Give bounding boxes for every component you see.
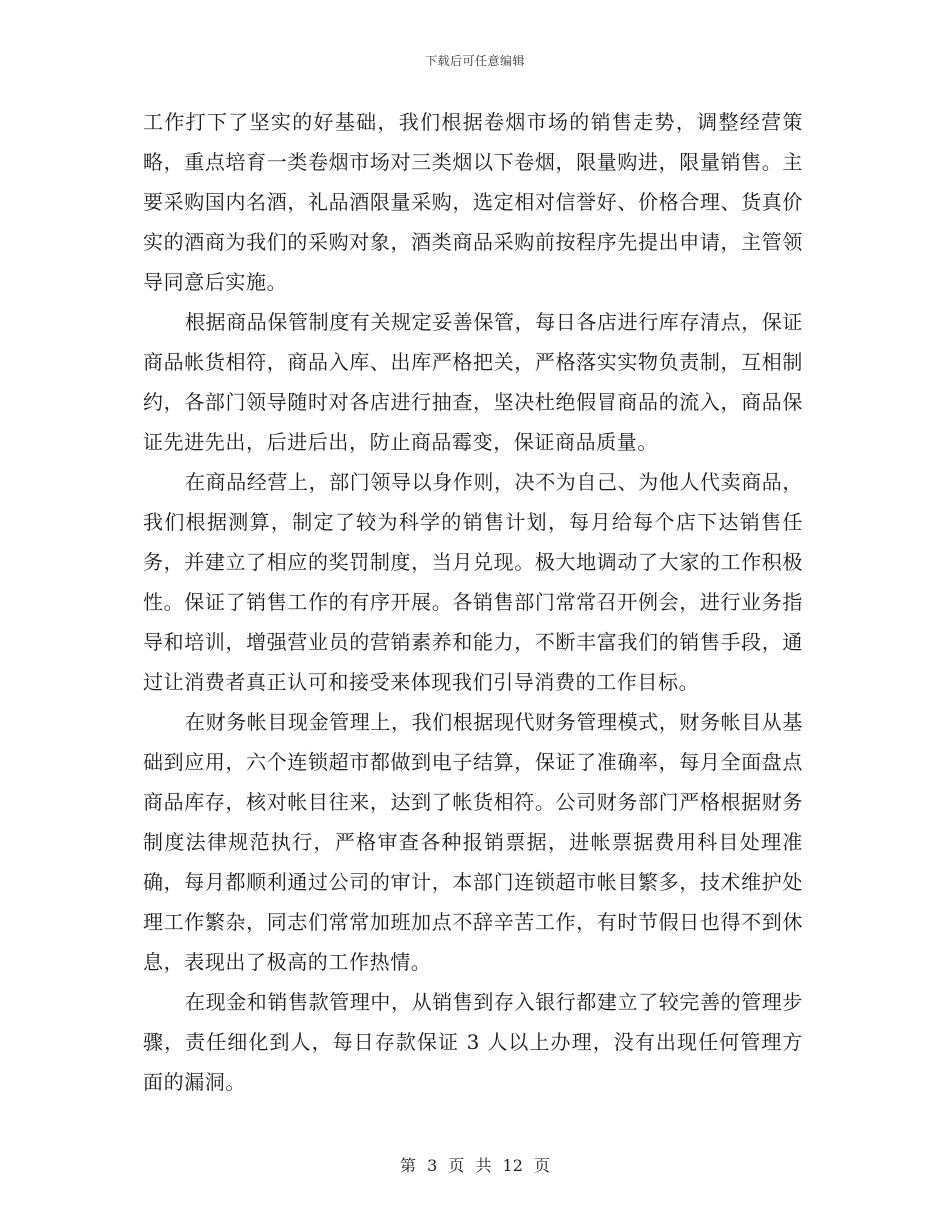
page-number: 第 3 页 共 12 页 <box>400 1156 550 1175</box>
paragraph-continuation: 工作打下了坚实的好基础，我们根据卷烟市场的销售走势，调整经营策略，重点培育一类卷烟市场对三类烟以下卷烟，限量购进，限量销售。主要采购国内名酒，礼品酒限量采购，选定相对信誉好、价格合理、货真价实的酒商为我们的采购对象，酒类商品采购前按程序先提出申请，主管领导同意后实施。 <box>143 110 803 294</box>
document-body <box>143 102 803 1102</box>
paragraph-finance: 在财务帐目现金管理上，我们根据现代财务管理模式，财务帐目从基础到应用，六个连锁超市都做到电子结算，保证了准确率，每月全面盘点商品库存，核对帐目往来，达到了帐货相符。公司财务部门严格根据财务制度法律规范执行，严格审查各种报销票据，进帐票据费用科目处理准确，每月都顺利通过公司的审计，本部门连锁超市帐目繁多，技术维护处理工作繁杂，同志们常常加班加点不辞辛苦工作，有时节假日也得不到休息，表现出了极高的工作热情。 <box>143 710 803 974</box>
paragraph-storage: 根据商品保管制度有关规定妥善保管，每日各店进行库存清点，保证商品帐货相符，商品入库、出库严格把关，严格落实实物负责制，互相制约，各部门领导随时对各店进行抽查，坚决杜绝假冒商品的流入，商品保证先进先出，后进后出，防止商品霉变，保证商品质量。 <box>143 310 803 454</box>
paragraph-cash: 在现金和销售款管理中，从销售到存入银行都建立了较完善的管理步骤，责任细化到人，每日存款保证 3 人以上办理，没有出现任何管理方面的漏洞。 <box>143 990 803 1094</box>
page-header: 下载后可任意编辑 <box>424 54 525 68</box>
paragraph-operations: 在商品经营上，部门领导以身作则，决不为自己、为他人代卖商品，我们根据测算，制定了较为科学的销售计划，每月给每个店下达销售任务，并建立了相应的奖罚制度，当月兑现。极大地调动了大家的工作积极性。保证了销售工作的有序开展。各销售部门常常召开例会，进行业务指导和培训，增强营业员的营销素养和能力，不断丰富我们的销售手段，通过让消费者真正认可和接受来体现我们引导消费的工作目标。 <box>143 470 803 694</box>
